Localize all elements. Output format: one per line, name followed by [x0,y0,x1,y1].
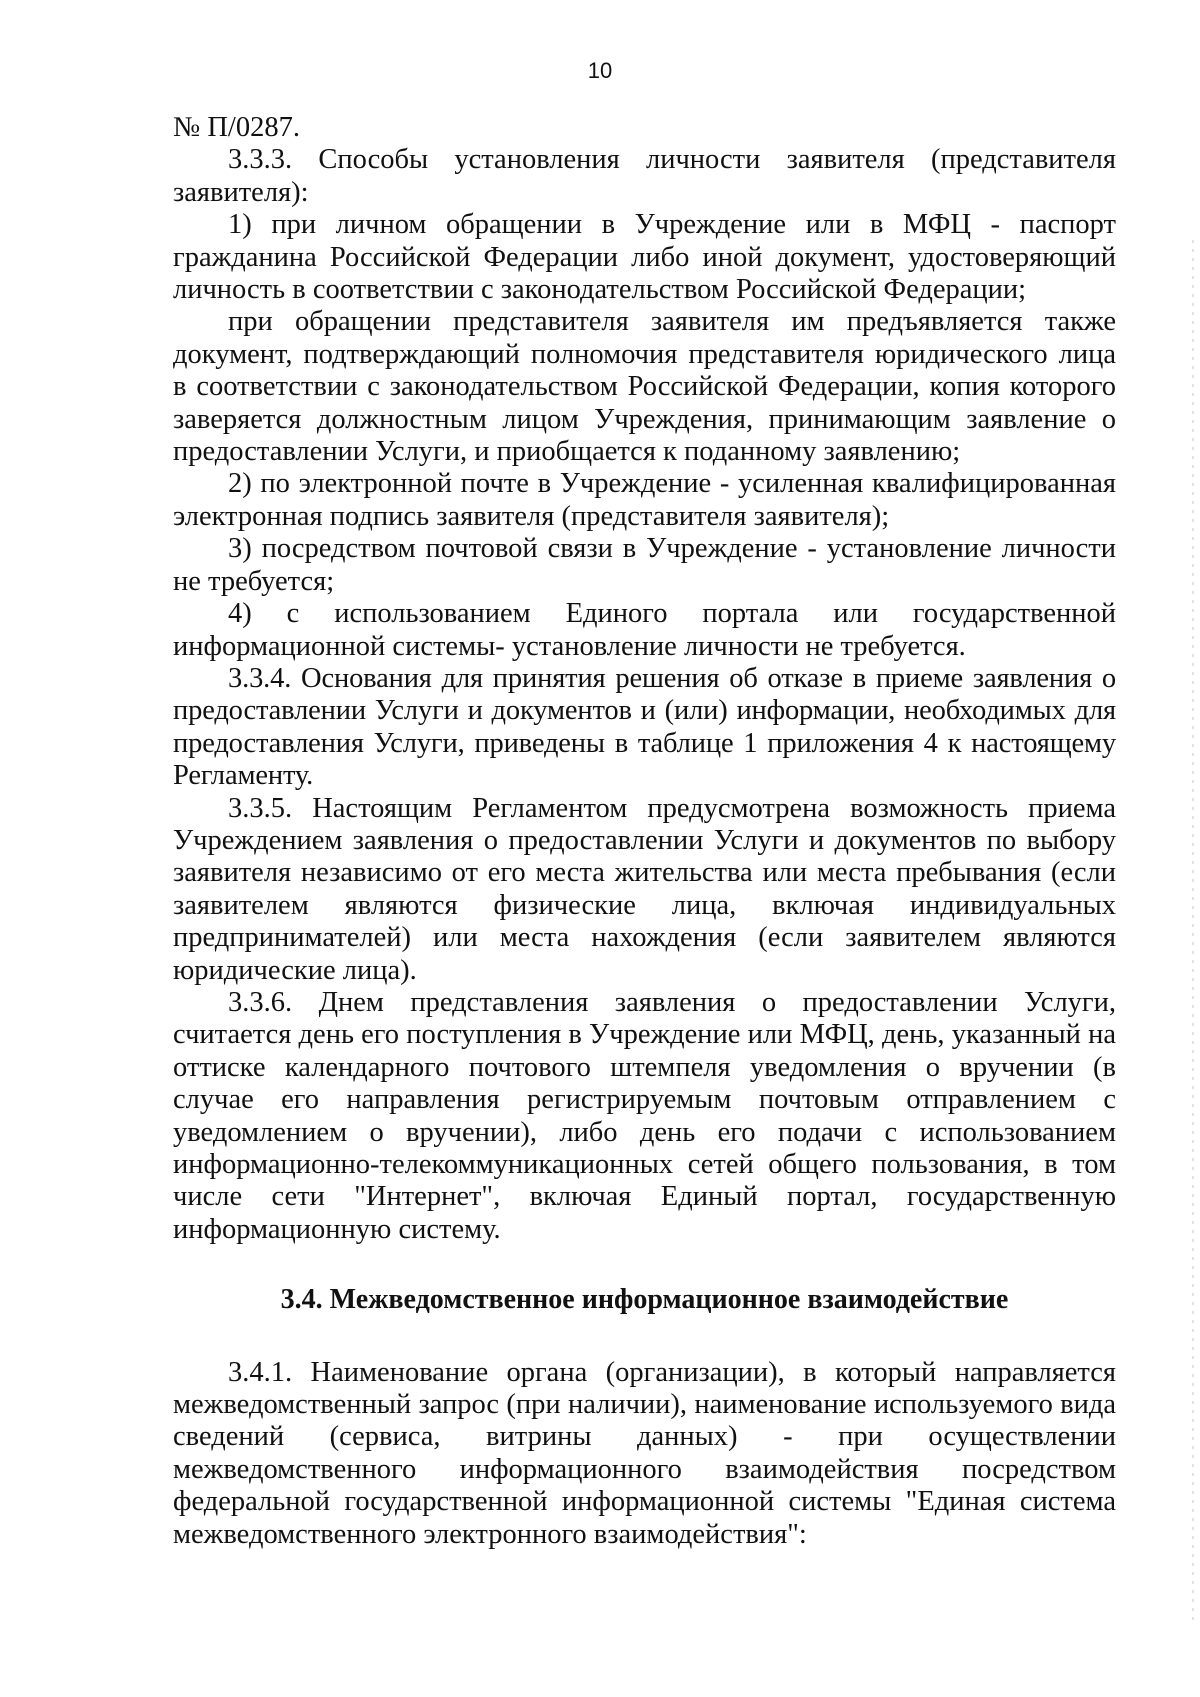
paragraph-3-3-4: 3.3.4. Основания для принятия решения об отказе в приеме заявления о предоставлении Услуги и документов и (или) информации, необходимых для предоставления Услуги, приведены в таблице 1 приложения 4 к настоящему Регламенту. [173,662,1116,792]
paragraph-item-3: 3) посредством почтовой связи в Учреждение - установление личности не требуется; [173,533,1116,597]
paragraph-3-3-5: 3.3.5. Настоящим Регламентом предусмотрена возможность приема Учреждением заявления о предоставлении Услуги и документов по выбору заявителя независимо от его места жительства или места пребывания (если заявителем являются физические лица, включая индивидуальных предпринимателей) или места нахождения (если заявителем являются юридические лица). [173,792,1116,986]
paragraph-3-3-3: 3.3.3. Способы установления личности заявителя (представителя заявителя): [173,144,1116,208]
page-number: 10 [587,58,613,83]
scan-edge-artifact [1192,240,1194,1620]
section-heading-3-4: 3.4. Межведомственное информационное взаимодействие [280,1284,1009,1316]
paragraph-item-1: 1) при личном обращении в Учреждение или в МФЦ - паспорт гражданина Российской Федерации либо иной документ, удостоверяющий личность в соответствии с законодательством Российской Федерации; [173,209,1116,306]
paragraph-item-4: 4) с использованием Единого портала или государственной информационной системы- установление личности не требуется. [173,598,1116,662]
document-body [173,112,1116,1551]
paragraph-order-number: № П/0287. [173,112,300,143]
paragraph-3-3-6: 3.3.6. Днем представления заявления о предоставлении Услуги, считается день его поступления в Учреждение или МФЦ, день, указанный на оттиске календарного почтового штемпеля уведомления о вручении (в случае его направления регистрируемым почтовым отправлением с уведомлением о вручении), либо день его подачи с использованием информационно-телекоммуникационных сетей общего пользования, в том числе сети "Интернет", включая Единый портал, государственную информационную систему. [173,986,1116,1245]
paragraph-representative: при обращении представителя заявителя им предъявляется также документ, подтверждающий полномочия представителя юридического лица в соответствии с законодательством Российской Федерации, копия которого заверяется должностным лицом Учреждения, принимающим заявление о предоставлении Услуги, и приобщается к поданному заявлению; [173,306,1116,468]
paragraph-item-2: 2) по электронной почте в Учреждение - усиленная квалифицированная электронная подпись заявителя (представителя заявителя); [173,468,1116,532]
paragraph-3-4-1: 3.4.1. Наименование органа (организации), в который направляется межведомственный запрос (при наличии), наименование используемого вида сведений (сервиса, витрины данных) - при осуществлении межведомственного информационного взаимодействия посредством федеральной государственной информационной системы "Единая система межведомственного электронного взаимодействия": [173,1356,1116,1550]
